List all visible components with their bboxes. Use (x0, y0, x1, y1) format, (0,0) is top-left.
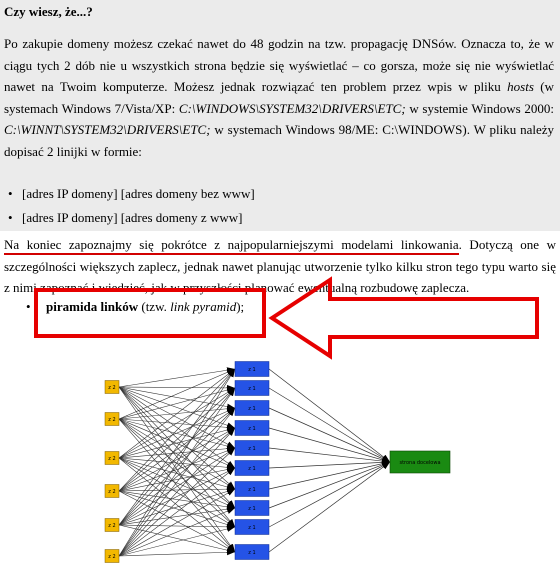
link-edge (269, 408, 390, 462)
tip-text-1: Po zakupie domeny możesz czekać nawet do 48 godzin na tzw. propagację DNSów. Oznacza to, że w ciągu tych 2 dób nie u wszystkich strona będzie się wyświetlać – co gorsza, może się nie wyświetlać nawet na Twoim komputerze. Możesz jednak rozwiązać ten problem przez wpis w pliku (4, 36, 554, 94)
tier2-label: z 2 (108, 489, 116, 495)
tier1-label: z 1 (248, 550, 256, 556)
tier1-label: z 1 (248, 367, 256, 373)
tip-text-4: w systemach Windows 98/ME: C:\WINDOWS). W pliku należy dopisać 2 linijki w formie: (4, 122, 554, 159)
link-edge (269, 462, 390, 468)
link-edge (269, 428, 390, 462)
bullet-icon: • (8, 210, 13, 225)
pyramid-post: ); (236, 299, 245, 314)
hosts-filename: hosts (507, 79, 534, 94)
tier1-label: z 1 (248, 525, 256, 531)
link-edge (119, 468, 235, 491)
tier1-label: z 1 (248, 406, 256, 412)
tier2-label: z 2 (108, 385, 116, 391)
link-edge (119, 387, 235, 468)
tier1-label: z 1 (248, 446, 256, 452)
tier2-label: z 2 (108, 417, 116, 423)
link-edge (119, 527, 235, 556)
tip-title: Czy wiesz, że...? (4, 4, 93, 19)
tier1-label: z 1 (248, 487, 256, 493)
tier1-label: z 1 (248, 386, 256, 392)
list-item-text: [adres IP domeny] [adres domeny z www] (22, 210, 243, 225)
link-edge (119, 387, 235, 428)
link-edge (119, 489, 235, 525)
link-edge (119, 491, 235, 508)
link-edge (269, 448, 390, 462)
bullet-icon: • (26, 299, 31, 314)
highlighted-sentence: Na koniec zapoznajmy się pokrótce z najpopularniejszymi modelami linkowania (4, 237, 459, 255)
tier2-label: z 2 (108, 554, 116, 560)
link-edge (269, 388, 390, 462)
link-edge (119, 552, 235, 556)
link-edge (119, 525, 235, 552)
link-edge (119, 387, 235, 527)
tier1-label: z 1 (248, 426, 256, 432)
tier2-label: z 2 (108, 523, 116, 529)
link-edge (119, 525, 235, 527)
link-edge (119, 408, 235, 458)
target-label: strona docelowa (399, 460, 441, 466)
tier1-label: z 1 (248, 506, 256, 512)
tip-text-2: (w systemach Windows 7/Vista/XP: (4, 79, 554, 116)
pyramid-pre: (tzw. (138, 299, 171, 314)
link-pyramid-diagram (105, 362, 450, 563)
path-windows-2000: C:\WINNT\SYSTEM32\DRIVERS\ETC; (4, 122, 211, 137)
tier1-label: z 1 (248, 466, 256, 472)
link-edge (269, 462, 390, 527)
link-edge (119, 369, 235, 419)
link-edge (119, 369, 235, 387)
list-item-text: [adres IP domeny] [adres domeny bez www] (22, 186, 255, 201)
tip-text-3: w systemie Windows 2000: (405, 100, 554, 116)
link-edge (119, 458, 235, 508)
link-edge (269, 369, 390, 462)
path-windows-xp: C:\WINDOWS\SYSTEM32\DRIVERS\ETC; (178, 100, 406, 116)
red-arrow-icon (272, 280, 537, 356)
bullet-icon: • (8, 186, 13, 201)
pyramid-bold: piramida linków (46, 299, 139, 314)
tier2-label: z 2 (108, 456, 116, 462)
pyramid-italic: link pyramid (170, 299, 237, 314)
paragraph-rest: . Dotyczą one w szczególności większych zaplecz, jednak nawet planując utworzenie tylko kilku stron tego typu warto się z nimi zapoznać i wiedzieć, jak w przyszłości planować ewentualną rozbudowę zaplecza. (4, 237, 557, 295)
